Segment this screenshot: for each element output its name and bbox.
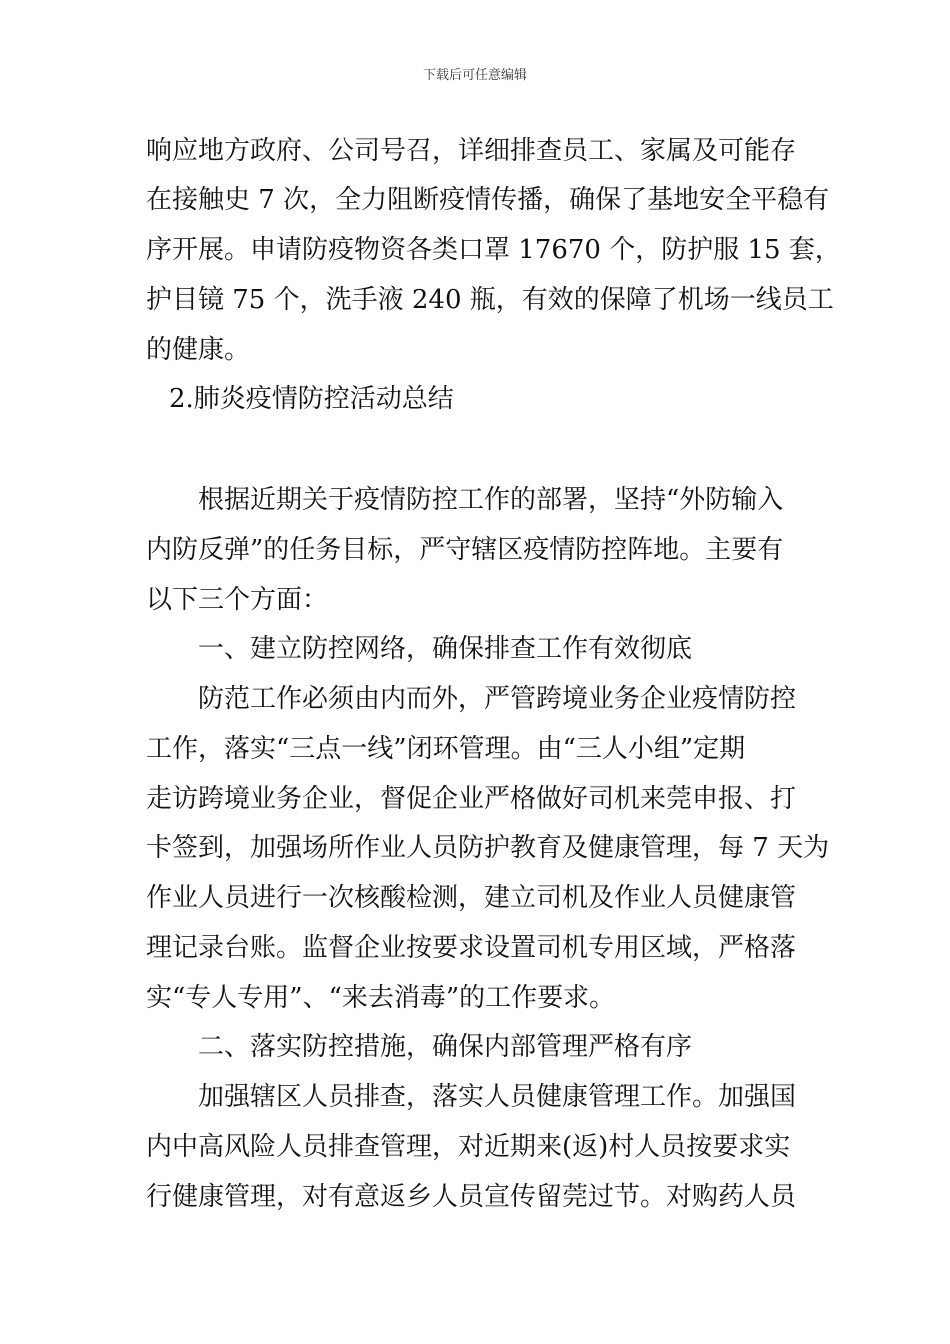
text-line: 工作，落实“三点一线”闭环管理。由“三人小组”定期 [146,734,746,764]
text-line: 内防反弹”的任务目标，严守辖区疫情防控阵地。主要有 [146,535,784,565]
page-header: 下载后可任意编辑 [422,68,527,83]
text-line: 内中高风险人员排查管理，对近期来(返)村人员按要求实 [146,1132,791,1162]
text-line: 在接触史 7 次，全力阻断疫情传播，确保了基地安全平稳有 [146,185,830,215]
text-line: 根据近期关于疫情防控工作的部署，坚持“外防输入 [198,485,784,515]
text-line: 卡签到，加强场所作业人员防护教育及健康管理，每 7 天为 [146,833,830,863]
text-line: 作业人员进行一次核酸检测，建立司机及作业人员健康管 [146,883,797,913]
text-line: 护目镜 75 个，洗手液 240 瓶，有效的保障了机场一线员工 [146,285,834,315]
subheading: 二、落实防控措施，确保内部管理严格有序 [198,1032,693,1062]
text-line: 的健康。 [146,335,251,365]
text-line: 以下三个方面： [146,585,329,615]
text-line: 走访跨境业务企业，督促企业严格做好司机来莞申报、打 [146,784,797,814]
section-heading: 2.肺炎疫情防控活动总结 [169,384,454,414]
text-line: 响应地方政府、公司号召，详细排查员工、家属及可能存 [146,136,797,166]
text-line: 实“专人专用”、“来去消毒”的工作要求。 [146,983,616,1013]
text-line: 防范工作必须由内而外，严管跨境业务企业疫情防控 [198,684,797,714]
text-line: 行健康管理，对有意返乡人员宣传留莞过节。对购药人员 [146,1182,797,1212]
text-line: 加强辖区人员排查，落实人员健康管理工作。加强国 [198,1082,797,1112]
text-line: 序开展。申请防疫物资各类口罩 17670 个，防护服 15 套， [146,235,841,265]
subheading: 一、建立防控网络，确保排查工作有效彻底 [198,634,693,664]
text-line: 理记录台账。监督企业按要求设置司机专用区域，严格落 [146,933,797,963]
